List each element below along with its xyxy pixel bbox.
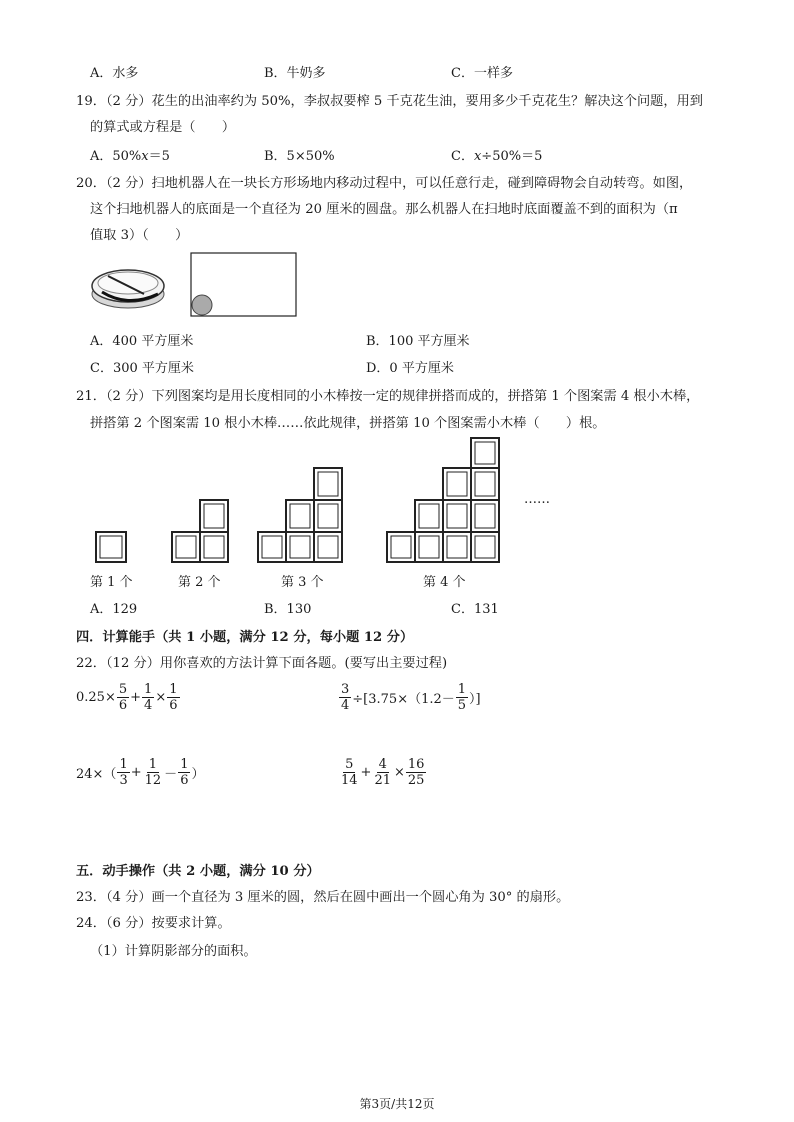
pattern-2 xyxy=(172,500,228,562)
q19-option-c: C．x÷50%＝5 xyxy=(451,149,543,164)
pattern-2-label: 第 2 个 xyxy=(178,575,221,590)
q22-stem: 22．（12 分）用你喜欢的方法计算下面各题。(要写出主要过程) xyxy=(76,656,448,671)
q21-stem-line1: 21．（2 分）下列图案均是用长度相同的小木棒按一定的规律拼搭而成的，拼搭第 1 个图案需 4 根小木棒， xyxy=(76,389,700,404)
q19-stem-line2: 的算式或方程是（ ） xyxy=(90,120,236,135)
pattern-4 xyxy=(387,438,499,562)
q18-option-b: B．牛奶多 xyxy=(264,66,326,81)
q22-expression-4: $\frac{5}{14}$ + $\frac{4}{21}$ × $\frac{16}{25}$ xyxy=(341,757,425,788)
q20-figure xyxy=(88,250,308,318)
q21-ellipsis: …… xyxy=(524,492,550,507)
pattern-4-label: 第 4 个 xyxy=(423,575,466,590)
q21-option-c: C．131 xyxy=(451,602,499,617)
q20-stem-line1: 20．（2 分）扫地机器人在一块长方形场地内移动过程中，可以任意行走，碰到障碍物会自动转弯。如图， xyxy=(76,176,693,191)
q20-option-a: A．400 平方厘米 xyxy=(90,334,194,349)
section-5-heading: 五．动手操作（共 2 小题，满分 10 分） xyxy=(76,864,320,879)
q19-option-a: A．50%x＝5 xyxy=(90,149,170,164)
robot-vacuum-image xyxy=(92,270,164,308)
q24-stem: 24．（6 分）按要求计算。 xyxy=(76,916,231,931)
q22-expression-1: 0.25× $\frac{5}{6}$ + $\frac{1}{4}$ × $\frac{1}{6}$ xyxy=(76,682,178,713)
q23-stem: 23．（4 分）画一个直径为 3 厘米的圆，然后在圆中画出一个圆心角为 30° 的扇形。 xyxy=(76,890,570,905)
q22-expression-2: $\frac{3}{4}$ ÷[3.75×（1.2－ $\frac{1}{5}$ ）] xyxy=(341,682,481,713)
pattern-3-label: 第 3 个 xyxy=(281,575,324,590)
page-footer: 第3页/共12页 xyxy=(359,1097,435,1111)
q21-matchstick-patterns xyxy=(90,432,540,568)
pattern-1 xyxy=(96,532,126,562)
q20-stem-line3: 值取 3）（ ） xyxy=(90,228,189,243)
q18-option-a: A．水多 xyxy=(90,66,139,81)
q20-option-c: C．300 平方厘米 xyxy=(90,361,194,376)
q21-option-b: B．130 xyxy=(264,602,312,617)
q21-stem-line2: 拼搭第 2 个图案需 10 根小木棒……依此规律，拼搭第 10 个图案需小木棒（ ）根。 xyxy=(90,416,606,431)
q22-expression-3: 24×（ $\frac{1}{3}$ + $\frac{1}{12}$ － $\frac{1}{6}$ ） xyxy=(76,757,205,788)
pattern-3 xyxy=(258,468,342,562)
q20-option-d: D．0 平方厘米 xyxy=(366,361,454,376)
q19-stem-line1: 19．（2 分）花生的出油率约为 50%，李叔叔要榨 5 千克花生油，要用多少千克花生？解决这个问题，用到 xyxy=(76,94,703,109)
q19-option-b: B．5×50% xyxy=(264,149,335,164)
q18-option-c: C．一样多 xyxy=(451,66,513,81)
pattern-1-label: 第 1 个 xyxy=(90,575,133,590)
q24-sub1: （1）计算阴影部分的面积。 xyxy=(90,944,257,959)
q21-option-a: A．129 xyxy=(90,602,138,617)
section-4-heading: 四．计算能手（共 1 小题，满分 12 分，每小题 12 分） xyxy=(76,630,414,645)
robot-disk-circle xyxy=(192,295,212,315)
q20-option-b: B．100 平方厘米 xyxy=(366,334,470,349)
q20-stem-line2: 这个扫地机器人的底面是一个直径为 20 厘米的圆盘。那么机器人在扫地时底面覆盖不到的面积为（π xyxy=(90,202,678,217)
